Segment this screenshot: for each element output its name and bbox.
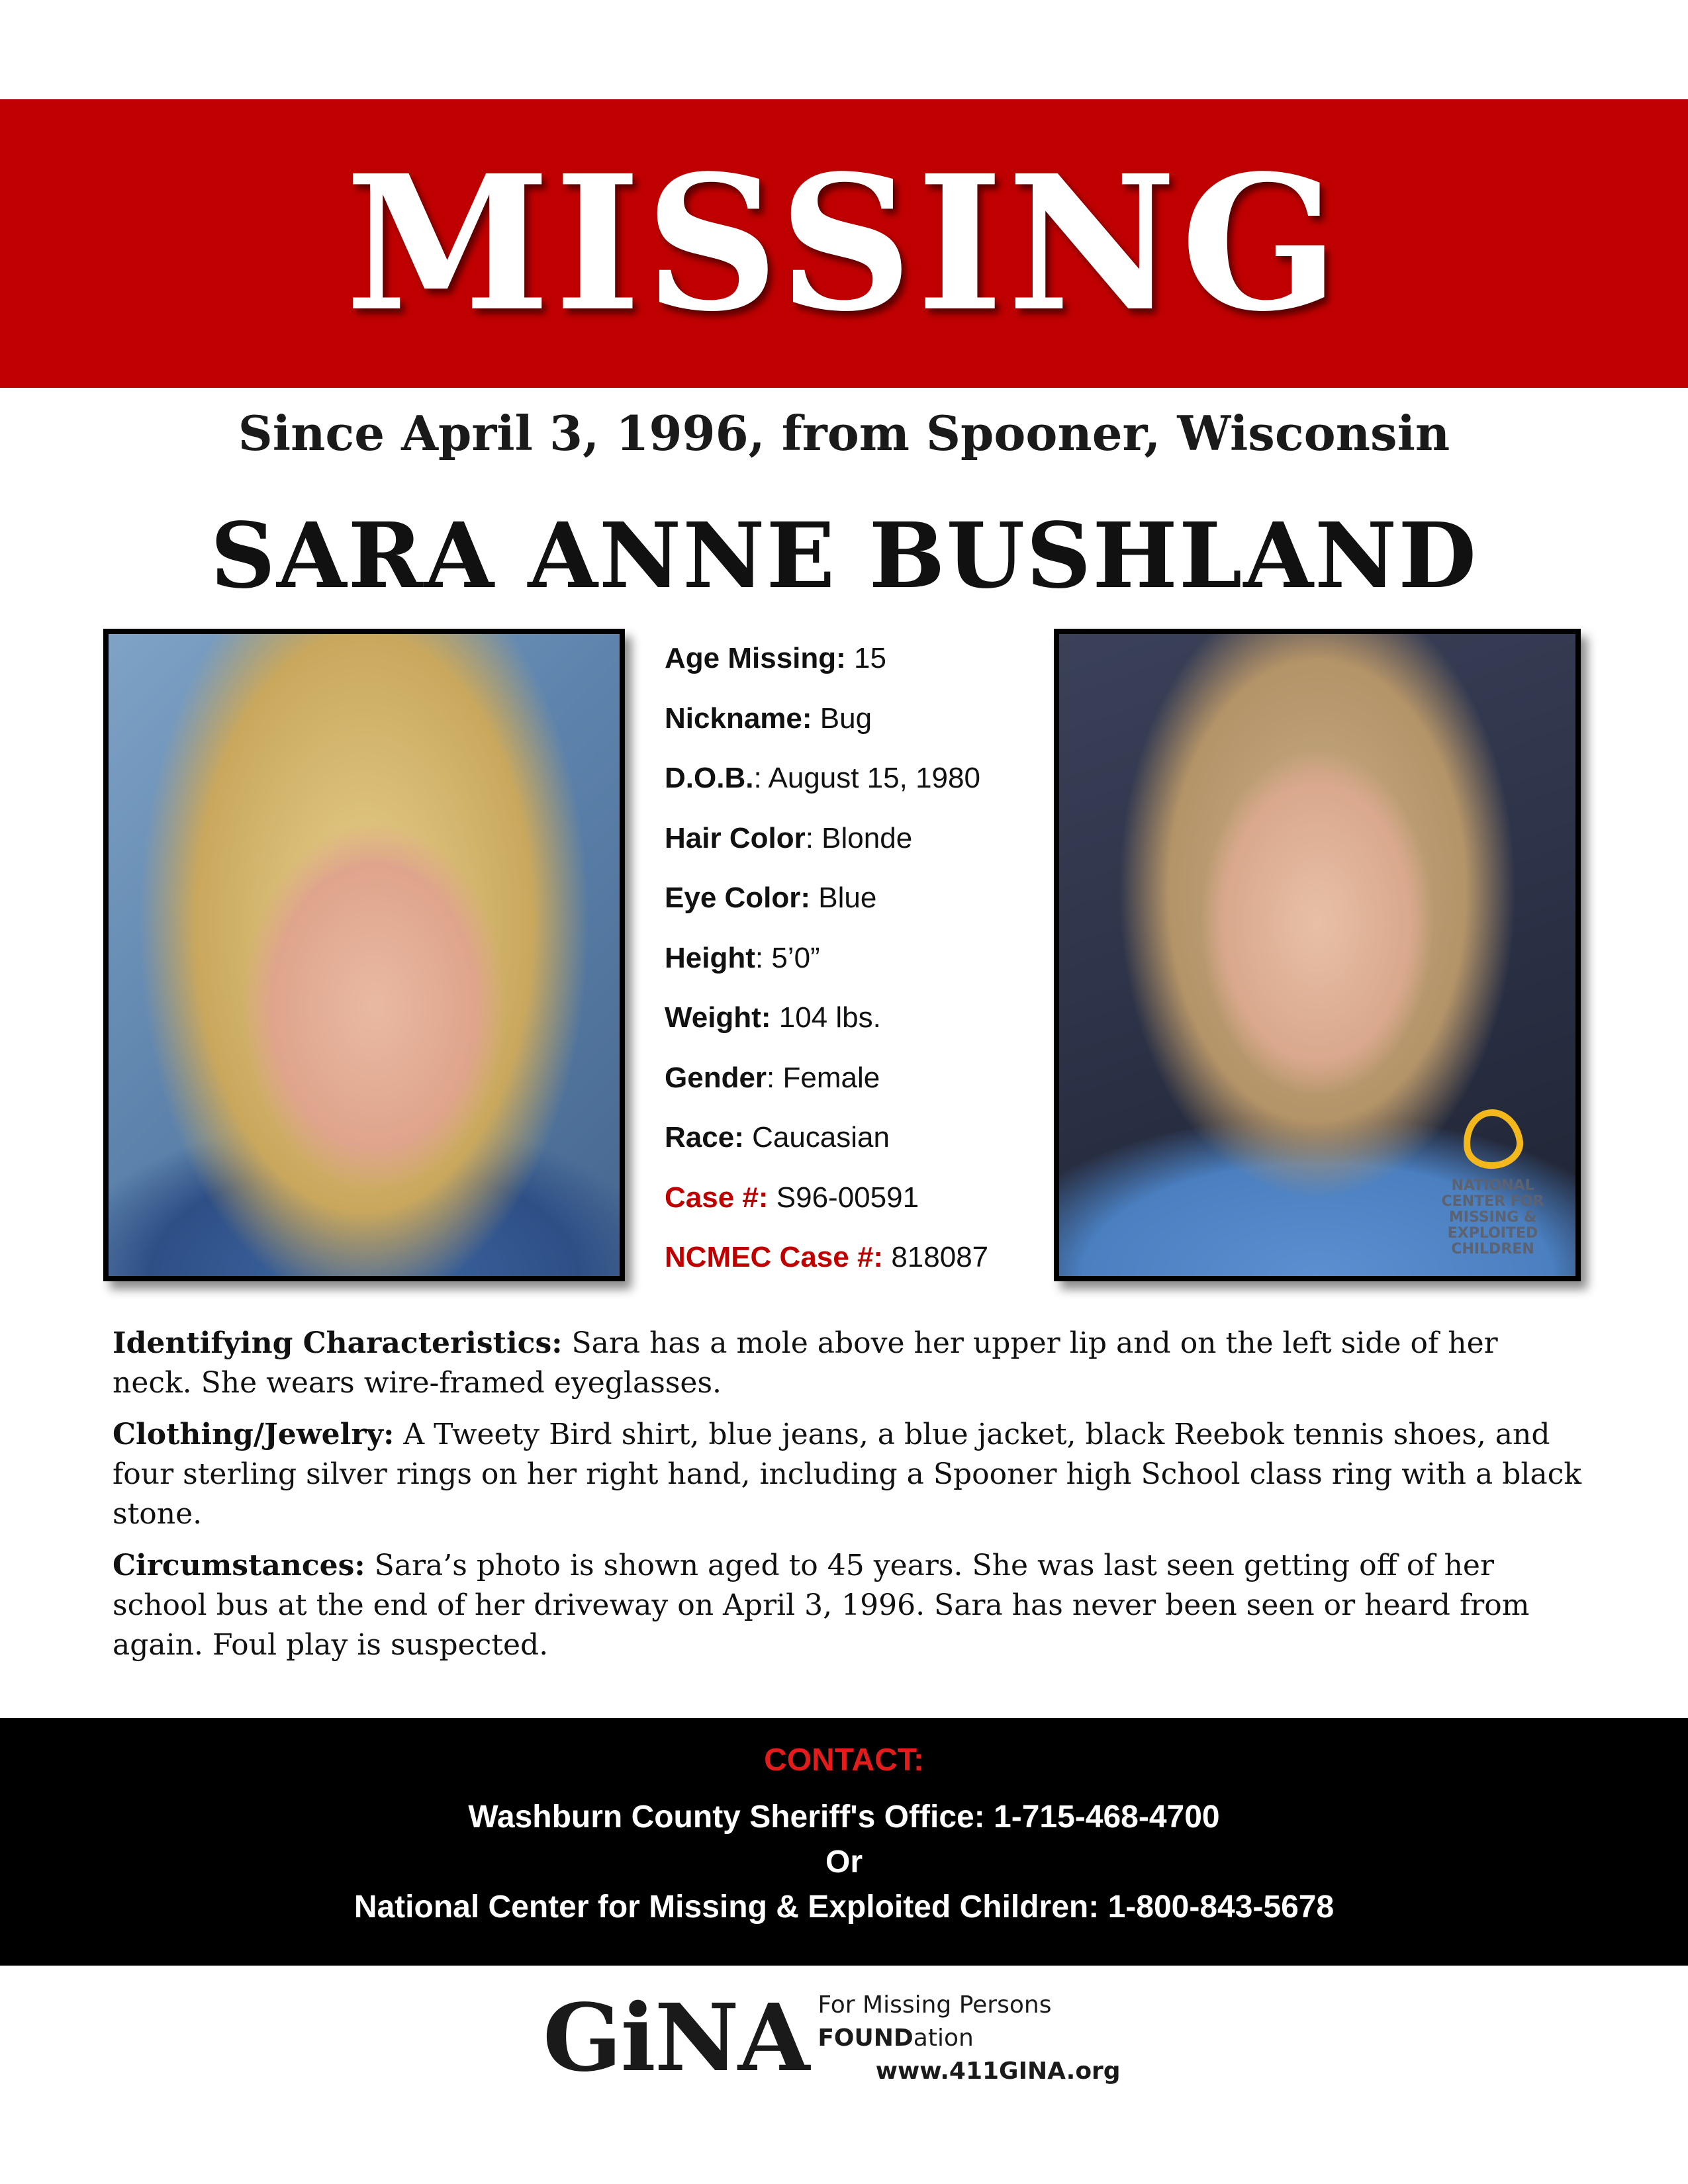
narrative-section [113, 1324, 1582, 1677]
narrative-label: Clothing/Jewelry: [113, 1418, 395, 1451]
detail-value: S96-00591 [768, 1181, 919, 1214]
details-list [665, 629, 1035, 1288]
detail-label: Height [665, 941, 755, 974]
tagline-post: ation [913, 2025, 974, 2052]
detail-weight [665, 988, 1035, 1048]
identifying-characteristics [113, 1324, 1582, 1403]
detail-age-missing [665, 629, 1035, 689]
detail-value: : 5’0” [755, 941, 820, 974]
narrative-label: Identifying Characteristics: [113, 1326, 563, 1360]
ncmec-logo-text: NATIONAL CENTER FOR MISSING & EXPLOITED CHILDREN [1441, 1177, 1544, 1257]
detail-value: : August 15, 1980 [753, 762, 980, 794]
missing-banner [0, 99, 1688, 388]
contact-title: CONTACT: [764, 1743, 924, 1778]
contact-or: Or [825, 1844, 863, 1880]
detail-dob [665, 749, 1035, 809]
detail-nickname [665, 689, 1035, 749]
detail-label: Race: [665, 1121, 744, 1154]
missing-since-line: Since April 3, 1996, from Spooner, Wisconsin [238, 405, 1450, 461]
detail-value: 104 lbs. [771, 1001, 881, 1034]
detail-label: D.O.B. [665, 762, 754, 794]
detail-label: Gender [665, 1061, 767, 1094]
detail-case-number [665, 1168, 1035, 1228]
narrative-text: A Tweety Bird shirt, blue jeans, a blue jacket, black Reebok tennis shoes, and four sterling silver rings on her right hand, including a Spooner high School class ring with a black stone. [113, 1418, 1582, 1531]
tagline-pre: For Missing Persons [818, 1991, 1052, 2019]
heart-icon [1459, 1105, 1526, 1173]
detail-value: 818087 [883, 1241, 989, 1273]
detail-label: Case #: [665, 1181, 769, 1214]
detail-label: NCMEC Case #: [665, 1241, 884, 1273]
contact-sheriff: Washburn County Sheriff's Office: 1-715-468-4700 [468, 1799, 1220, 1835]
detail-ncmec-case-number [665, 1228, 1035, 1288]
narrative-text: Sara’s photo is shown aged to 45 years. She was last seen getting off of her school bus at the end of her driveway on April 3, 1996. Sara has never been seen or heard from again. Foul play is suspected. [113, 1549, 1530, 1662]
photo-age-15 [103, 629, 625, 1281]
detail-label: Age Missing: [665, 642, 846, 674]
missing-person-name: SARA ANNE BUSHLAND [210, 503, 1478, 609]
detail-value: 15 [845, 642, 886, 674]
detail-label: Eye Color: [665, 882, 811, 914]
gina-url: www.411GINA.org [875, 2058, 1121, 2085]
narrative-text: Sara has a mole above her upper lip and on the left side of her neck. She wears wire-framed eyeglasses. [113, 1326, 1498, 1400]
clothing-jewelry [113, 1415, 1582, 1534]
circumstances [113, 1546, 1582, 1665]
detail-value: Bug [812, 702, 872, 735]
detail-race [665, 1108, 1035, 1168]
narrative-label: Circumstances: [113, 1549, 365, 1582]
detail-value: Caucasian [743, 1121, 890, 1154]
detail-label: Weight: [665, 1001, 771, 1034]
contact-panel [0, 1718, 1688, 1966]
detail-gender [665, 1048, 1035, 1109]
detail-value: : Female [767, 1061, 880, 1094]
ncmec-logo [1430, 1099, 1556, 1257]
detail-value: : Blonde [805, 821, 913, 854]
gina-logo-mark: GiNA [543, 1984, 809, 2093]
detail-height [665, 929, 1035, 989]
detail-value: Blue [810, 882, 877, 914]
detail-hair-color [665, 809, 1035, 869]
contact-ncmec: National Center for Missing & Exploited Children: 1-800-843-5678 [353, 1889, 1335, 1925]
detail-eye-color [665, 868, 1035, 929]
detail-label: Nickname: [665, 702, 812, 735]
photo-age-progressed-45 [1054, 629, 1581, 1281]
detail-label: Hair Color [665, 821, 806, 854]
missing-title: MISSING [345, 134, 1343, 353]
gina-logo-tagline [818, 1989, 1178, 2088]
tagline-found: FOUND [818, 2025, 914, 2052]
gina-foundation-logo [543, 1984, 1178, 2093]
